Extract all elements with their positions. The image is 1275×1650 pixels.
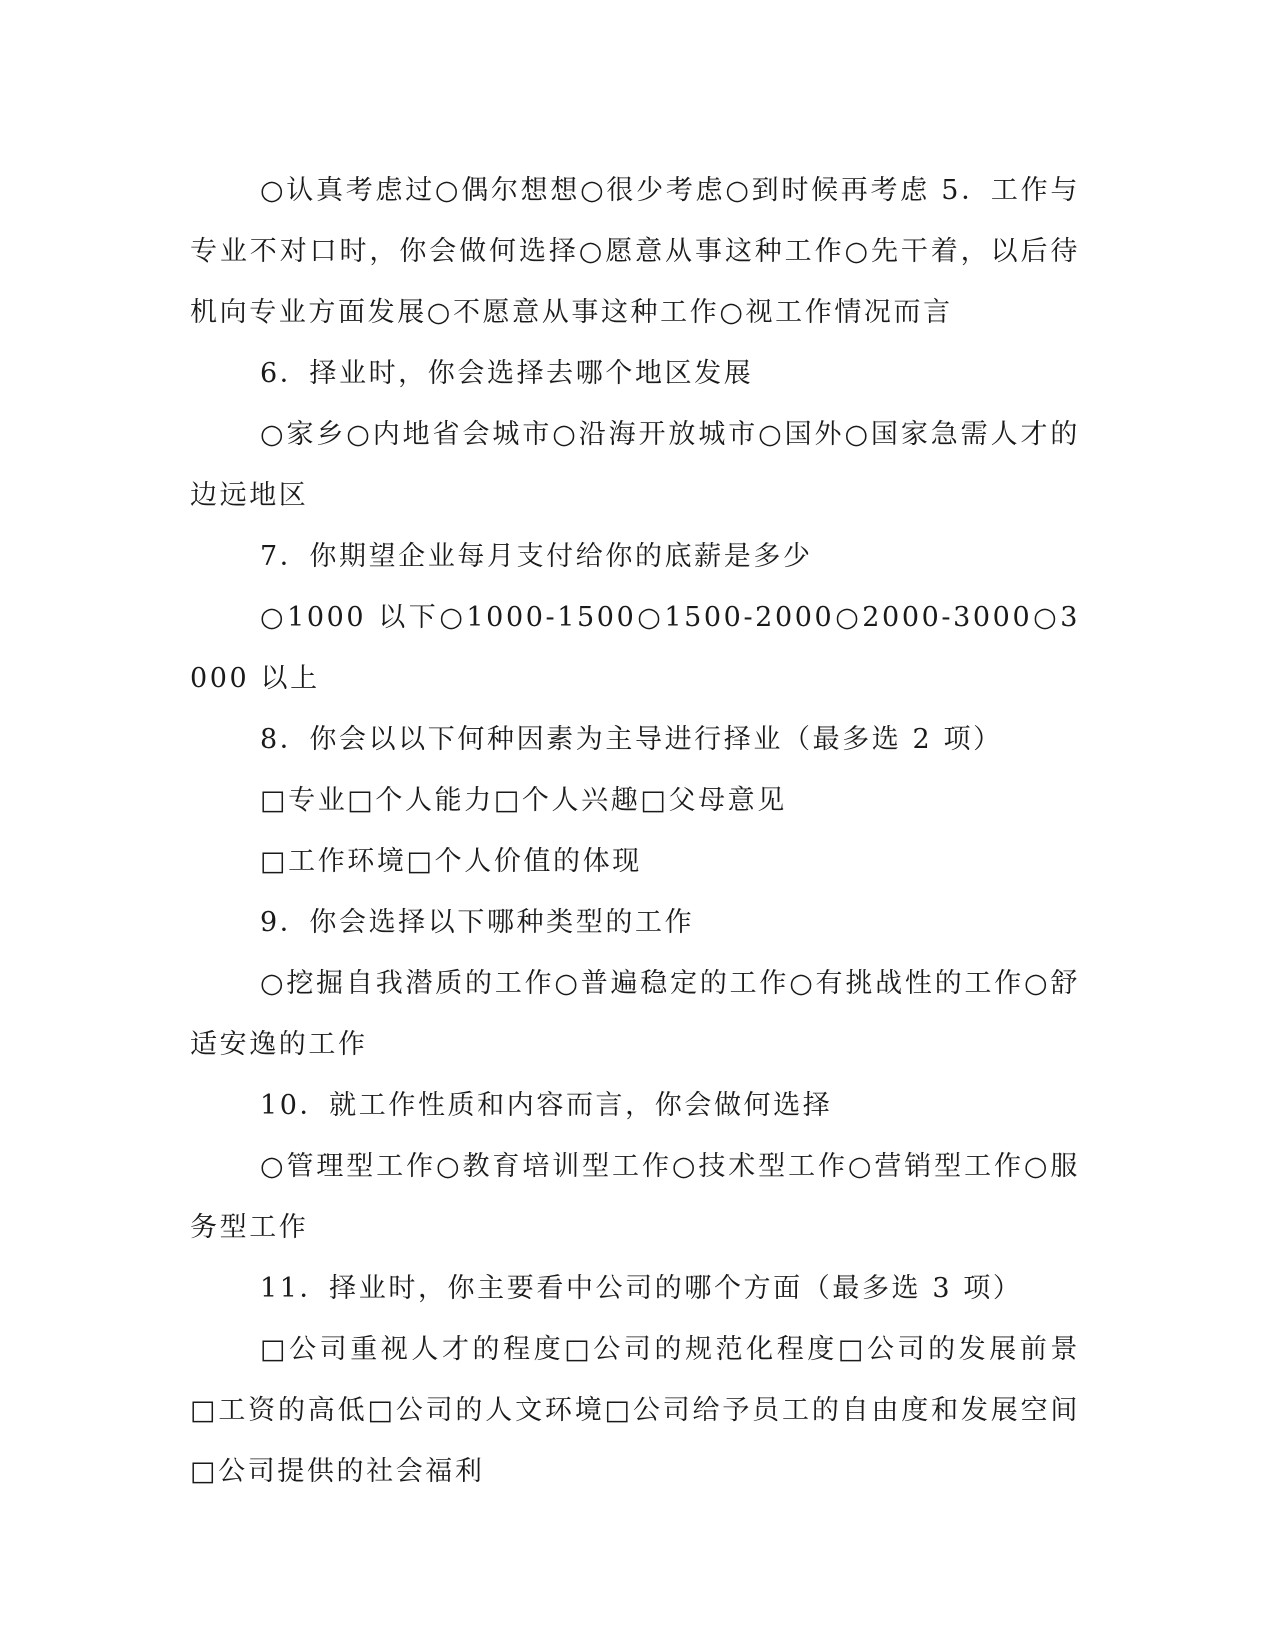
q11-question: 11．择业时，你主要看中公司的哪个方面（最多选 3 项） [260,1273,1023,1304]
q11-options: □公司重视人才的程度□公司的规范化程度□公司的发展前景□工资的高低□公司的人文环境□公司给予员工的自由度和发展空间□公司提供的社会福利 [190,1334,1080,1487]
q6-options: ○家乡○内地省会城市○沿海开放城市○国外○国家急需人才的边远地区 [190,419,1080,511]
q8-options-line-1: □专业□个人能力□个人兴趣□父母意见 [260,785,787,816]
q9-question: 9．你会选择以下哪种类型的工作 [260,907,695,938]
q8-options-line-2: □工作环境□个人价值的体现 [260,846,642,877]
q9-options: ○挖掘自我潜质的工作○普遍稳定的工作○有挑战性的工作○舒适安逸的工作 [190,968,1080,1060]
q6-question: 6．择业时，你会选择去哪个地区发展 [260,358,754,389]
q8-question: 8．你会以以下何种因素为主导进行择业（最多选 2 项） [260,724,1003,755]
q4-options-and-q5: ○认真考虑过○偶尔想想○很少考虑○到时候再考虑 5．工作与专业不对口时，你会做何选择○愿意从事这种工作○先干着，以后待机向专业方面发展○不愿意从事这种工作○视工作情况而言 [190,175,1080,328]
document-body [190,160,1080,1502]
q7-options: ○1000 以下○1000-1500○1500-2000○2000-3000○3000 以上 [190,602,1080,694]
q10-options: ○管理型工作○教育培训型工作○技术型工作○营销型工作○服务型工作 [190,1151,1080,1243]
q7-question: 7．你期望企业每月支付给你的底薪是多少 [260,541,813,572]
q10-question: 10．就工作性质和内容而言，你会做何选择 [260,1090,833,1121]
